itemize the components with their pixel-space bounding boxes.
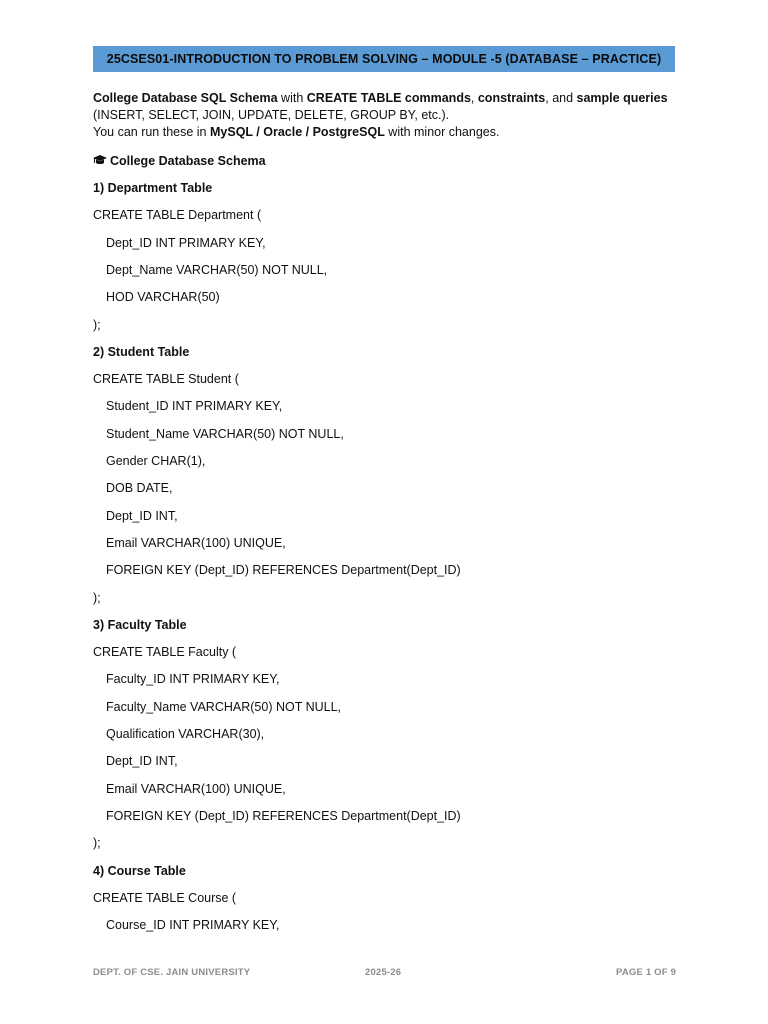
- page-title: 25CSES01-INTRODUCTION TO PROBLEM SOLVING – MODULE -5 (DATABASE – PRACTICE): [106, 52, 662, 66]
- column-definition-line: Email VARCHAR(100) UNIQUE,: [106, 782, 286, 796]
- column-definition-line: Qualification VARCHAR(30),: [106, 727, 265, 741]
- intro-emph-dbms: MySQL / Oracle / PostgreSQL: [210, 125, 385, 139]
- column-definition-line: Gender CHAR(1),: [106, 454, 206, 468]
- column-definition-line: Dept_ID INT,: [106, 509, 178, 523]
- section-heading: 4) Course Table: [93, 864, 186, 878]
- column-definition-line: Email VARCHAR(100) UNIQUE,: [106, 536, 286, 550]
- footer-department: DEPT. OF CSE. JAIN UNIVERSITY: [93, 967, 251, 978]
- intro-emph-create: CREATE TABLE commands: [306, 91, 471, 105]
- footer-page-number: PAGE 1 OF 9: [616, 967, 677, 978]
- intro-emph-queries: sample queries: [576, 91, 668, 105]
- column-definition-line: HOD VARCHAR(50): [106, 290, 220, 304]
- intro-text: ,: [470, 91, 478, 105]
- section-heading: 2) Student Table: [93, 345, 190, 359]
- column-definition-line: Student_ID INT PRIMARY KEY,: [106, 399, 283, 413]
- intro-line-3: [93, 124, 683, 141]
- code-line: CREATE TABLE Faculty (: [93, 645, 237, 659]
- intro-line-1: [93, 90, 683, 107]
- intro-emph-constraints: constraints: [477, 91, 546, 105]
- column-definition-line: Faculty_Name VARCHAR(50) NOT NULL,: [106, 700, 342, 714]
- column-definition-line: Course_ID INT PRIMARY KEY,: [106, 918, 280, 932]
- graduation-cap-icon: [93, 154, 107, 166]
- schema-heading: [93, 154, 266, 168]
- page-title-bar: [93, 46, 675, 72]
- intro-text: , and: [545, 91, 577, 105]
- section-heading: 3) Faculty Table: [93, 618, 187, 632]
- code-line: CREATE TABLE Student (: [93, 372, 239, 386]
- code-line: );: [93, 591, 101, 605]
- column-definition-line: FOREIGN KEY (Dept_ID) REFERENCES Department(Dept_ID): [106, 563, 461, 577]
- code-line: CREATE TABLE Course (: [93, 891, 237, 905]
- code-line: );: [93, 836, 101, 850]
- footer-year: 2025-26: [365, 967, 402, 978]
- intro-text: You can run these in: [93, 125, 210, 139]
- column-definition-line: FOREIGN KEY (Dept_ID) REFERENCES Department(Dept_ID): [106, 809, 461, 823]
- column-definition-line: DOB DATE,: [106, 481, 173, 495]
- code-line: );: [93, 318, 101, 332]
- intro-text: with minor changes.: [384, 125, 500, 139]
- section-heading: 1) Department Table: [93, 181, 213, 195]
- column-definition-line: Dept_Name VARCHAR(50) NOT NULL,: [106, 263, 328, 277]
- schema-heading-text: College Database Schema: [110, 154, 266, 168]
- intro-line-2: (INSERT, SELECT, JOIN, UPDATE, DELETE, GROUP BY, etc.).: [93, 108, 450, 122]
- column-definition-line: Dept_ID INT PRIMARY KEY,: [106, 236, 266, 250]
- code-line: CREATE TABLE Department (: [93, 208, 262, 222]
- intro-emph-schema: College Database SQL Schema: [93, 91, 278, 105]
- intro-text: with: [277, 91, 307, 105]
- column-definition-line: Dept_ID INT,: [106, 754, 178, 768]
- column-definition-line: Student_Name VARCHAR(50) NOT NULL,: [106, 427, 344, 441]
- column-definition-line: Faculty_ID INT PRIMARY KEY,: [106, 672, 280, 686]
- intro-paragraph: [93, 90, 683, 141]
